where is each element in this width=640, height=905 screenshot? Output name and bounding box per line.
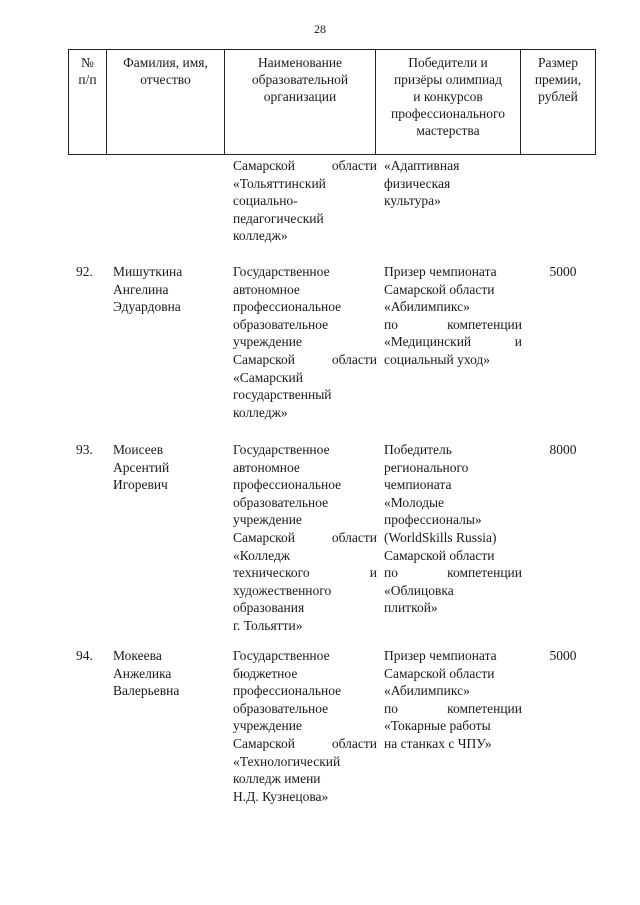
text-line: учреждение xyxy=(233,718,302,734)
text-line: «Облицовка xyxy=(384,582,454,598)
text-line: социально- xyxy=(233,193,298,209)
text-line: культура» xyxy=(384,193,441,209)
text-line: физическая xyxy=(384,175,451,191)
text-line: образования xyxy=(233,600,305,616)
text-line: плиткой» xyxy=(384,600,438,616)
text-line: Арсентий xyxy=(113,459,170,475)
prize-amount: 8000 xyxy=(549,442,577,457)
text-line: «Технологический xyxy=(233,753,341,769)
text-line: художественного xyxy=(233,582,332,598)
text-line: Эдуардовна xyxy=(113,299,181,315)
text-line: «Абилимпикс» xyxy=(384,683,470,699)
text-line: по компетенции xyxy=(384,316,522,332)
achievement-cell xyxy=(384,263,522,369)
organization-cell xyxy=(233,441,377,635)
row-number: 92. xyxy=(76,264,93,279)
text-line: педагогический xyxy=(233,210,324,226)
text-line: Государственное xyxy=(233,264,330,279)
text-line: технического и xyxy=(233,565,377,581)
text-line: колледж» xyxy=(233,404,288,420)
page-number: 28 xyxy=(314,22,326,36)
text-line: социальный уход» xyxy=(384,351,491,367)
text-line: регионального xyxy=(384,459,469,475)
text-line: по компетенции xyxy=(384,700,522,716)
text-line: «Токарные работы xyxy=(384,718,491,734)
text-line: Победитель xyxy=(384,442,452,457)
text-line: образовательное xyxy=(233,316,329,332)
text-line: Государственное xyxy=(233,442,330,457)
text-line: Мокеева xyxy=(113,648,162,663)
header-prize-amount: Размер премии, рублей xyxy=(534,55,582,104)
text-line: учреждение xyxy=(233,334,302,350)
text-line: чемпионата xyxy=(384,477,452,493)
prize-amount: 5000 xyxy=(549,264,577,279)
text-line: «Колледж xyxy=(233,547,291,563)
text-line: Самарской области xyxy=(233,529,377,545)
text-line: профессиональное xyxy=(233,683,342,699)
text-line: Самарской области xyxy=(233,158,377,173)
text-line: Призер чемпионата xyxy=(384,264,497,279)
header-full-name: Фамилия, имя, отчество xyxy=(107,50,225,154)
full-name-cell xyxy=(113,441,228,494)
text-line: Моисеев xyxy=(113,442,164,457)
text-line: Самарской области xyxy=(384,547,495,563)
text-line: «Адаптивная xyxy=(384,158,460,173)
text-line: «Медицинский и xyxy=(384,334,522,350)
header-number: № п/п xyxy=(69,50,107,154)
text-line: Самарской области xyxy=(384,281,495,297)
text-line: «Молодые xyxy=(384,494,445,510)
text-line: профессионалы» xyxy=(384,512,482,528)
text-line: колледж» xyxy=(233,228,288,244)
text-line: Мишуткина xyxy=(113,264,183,279)
text-line: Анжелика xyxy=(113,665,172,681)
text-line: учреждение xyxy=(233,512,302,528)
text-line: Государственное xyxy=(233,648,330,663)
prize-amount: 5000 xyxy=(549,648,577,663)
text-line: Ангелина xyxy=(113,281,169,297)
full-name-cell xyxy=(113,647,228,700)
text-line: «Тольяттинский xyxy=(233,175,326,191)
text-line: Самарской области xyxy=(233,351,377,367)
header-organization: Наименование образовательной организации xyxy=(225,50,376,154)
text-line: образовательное xyxy=(233,494,329,510)
table-header xyxy=(68,49,596,155)
achievement-cell xyxy=(384,157,522,210)
text-line: автономное xyxy=(233,281,300,297)
text-line: Валерьевна xyxy=(113,683,180,699)
text-line: «Самарский xyxy=(233,369,303,385)
text-line: на станках с ЧПУ» xyxy=(384,735,492,751)
organization-cell xyxy=(233,647,377,805)
full-name-cell xyxy=(113,263,228,316)
text-line: по компетенции xyxy=(384,565,522,581)
text-line: автономное xyxy=(233,459,300,475)
achievement-cell xyxy=(384,441,522,617)
text-line: колледж имени xyxy=(233,771,321,787)
text-line: бюджетное xyxy=(233,665,298,681)
organization-cell xyxy=(233,263,377,421)
text-line: Игоревич xyxy=(113,477,168,493)
text-line: образовательное xyxy=(233,700,329,716)
text-line: Призер чемпионата xyxy=(384,648,497,663)
text-line: г. Тольятти» xyxy=(233,617,303,633)
text-line: Самарской области xyxy=(233,735,377,751)
organization-cell xyxy=(233,157,377,245)
text-line: «Абилимпикс» xyxy=(384,299,470,315)
text-line: Самарской области xyxy=(384,665,495,681)
header-achievement: Победители и призёры олимпиад и конкурсов профессионального мастерства xyxy=(376,50,521,154)
row-number: 93. xyxy=(76,442,93,457)
text-line: (WorldSkills Russia) xyxy=(384,529,497,545)
text-line: Н.Д. Кузнецова» xyxy=(233,788,329,804)
text-line: профессиональное xyxy=(233,477,342,493)
row-number: 94. xyxy=(76,648,93,663)
text-line: государственный xyxy=(233,387,332,403)
achievement-cell xyxy=(384,647,522,753)
text-line: профессиональное xyxy=(233,299,342,315)
